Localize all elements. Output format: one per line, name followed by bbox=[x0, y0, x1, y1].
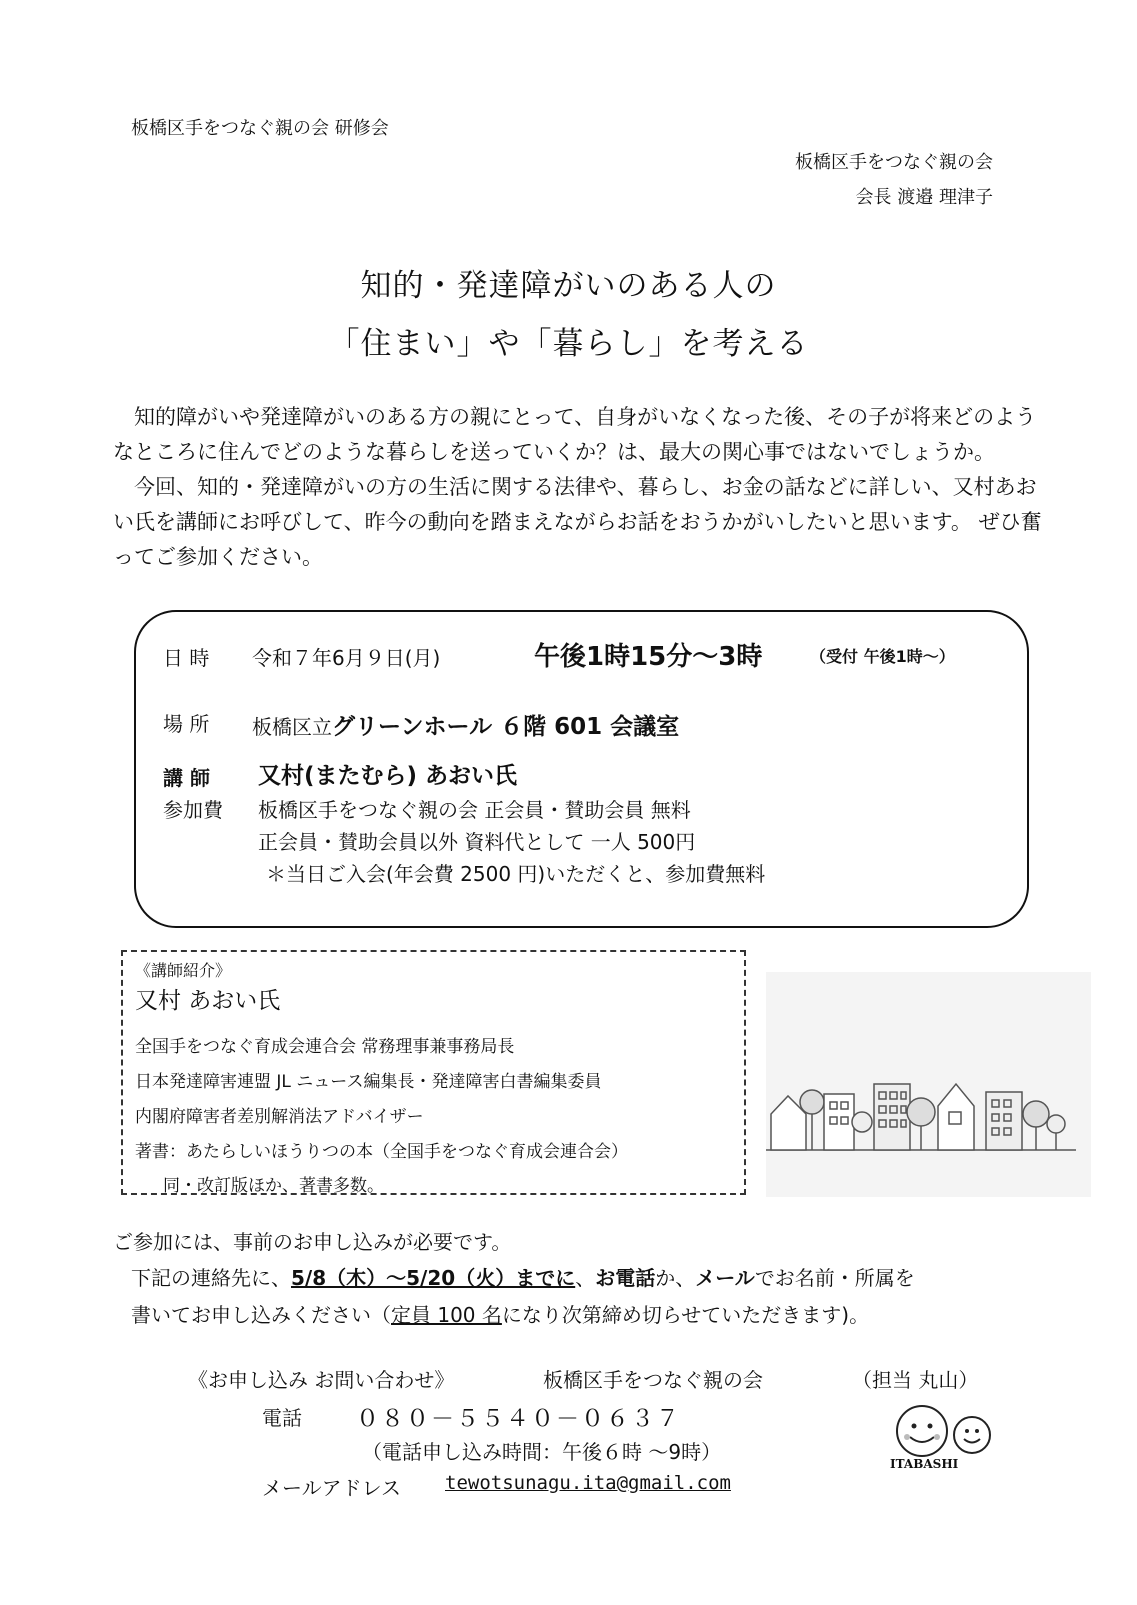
application-line-2 bbox=[131, 1262, 915, 1291]
apply3-suffix: になり次第締め切らせていただきます)。 bbox=[501, 1303, 870, 1327]
logo-text: ITABASHI bbox=[890, 1457, 959, 1471]
speaker-heading: 《講師紹介》 bbox=[135, 961, 232, 980]
organization-name: 板橋区手をつなぐ親の会 bbox=[795, 152, 993, 173]
intro-text bbox=[113, 400, 1043, 575]
email-label: メールアドレス bbox=[262, 1476, 401, 1500]
phone-label: 電話 bbox=[262, 1406, 302, 1430]
houses-illustration bbox=[766, 972, 1091, 1197]
speaker-role: 同・改訂版ほか、著書多数。 bbox=[163, 1176, 384, 1196]
title-line-2: 「住まい」や「暮らし」を考える bbox=[328, 326, 809, 362]
speaker-role: 内閣府障害者差別解消法アドバイザー bbox=[135, 1107, 424, 1127]
fee-label: 参加費 bbox=[163, 798, 223, 822]
lecturer-label: 講 師 bbox=[163, 766, 210, 790]
fee-line-2: 正会員・賛助会員以外 資料代として 一人 500円 bbox=[258, 830, 696, 854]
itabashi-logo bbox=[888, 1405, 994, 1477]
application-line-1: ご参加には、事前のお申し込みが必要です。 bbox=[113, 1230, 512, 1254]
speaker-role: 著書：あたらしいほうりつの本（全国手をつなぐ育成会連合会） bbox=[135, 1142, 628, 1162]
apply-phone: お電話 bbox=[595, 1266, 656, 1290]
application-line-3 bbox=[131, 1299, 869, 1328]
contact-person: （担当 丸山） bbox=[852, 1368, 979, 1392]
smiley-faces-icon bbox=[888, 1405, 994, 1457]
speaker-name: 又村 あおい氏 bbox=[135, 988, 281, 1014]
lecturer-value: 又村(またむら) あおい氏 bbox=[258, 763, 518, 789]
apply-sep-1: 、 bbox=[575, 1266, 596, 1290]
speaker-role: 全国手をつなぐ育成会連合会 常務理事兼事務局長 bbox=[135, 1037, 515, 1057]
phone-number[interactable]: ０８０－５５４０－０６３７ bbox=[356, 1406, 681, 1432]
intro-paragraph-1: 知的障がいや発達障がいのある方の親にとって、自身がいなくなった後、その子が将来どのようなところに住んでどのような暮らしを送っていくか？は、最大の関心事ではないでしょうか。 bbox=[113, 405, 1037, 464]
date-value: 令和７年6月９日(月) bbox=[252, 646, 441, 670]
place-prefix: 板橋区立 bbox=[252, 715, 332, 739]
apply-suffix: でお名前・所属を bbox=[754, 1266, 915, 1290]
capacity: 定員 100 名 bbox=[391, 1303, 502, 1327]
date-label: 日 時 bbox=[163, 646, 210, 670]
title-line-1: 知的・発達障がいのある人の bbox=[360, 268, 777, 304]
speaker-intro-box bbox=[121, 950, 746, 1195]
event-details-box bbox=[134, 610, 1029, 928]
apply-prefix: 下記の連絡先に、 bbox=[131, 1266, 291, 1290]
houses-icon bbox=[766, 972, 1091, 1197]
fee-line-1: 板橋区手をつなぐ親の会 正会員・賛助会員 無料 bbox=[258, 798, 691, 822]
reception-time: （受付 午後1時～） bbox=[810, 647, 955, 666]
contact-org: 板橋区手をつなぐ親の会 bbox=[543, 1368, 763, 1392]
email-link[interactable]: tewotsunagu.ita@gmail.com bbox=[445, 1472, 731, 1494]
place-value bbox=[252, 708, 679, 741]
place-hall: グリーンホール ６階 601 会議室 bbox=[332, 714, 680, 740]
apply-dates: 5/8（木）～5/20（火）までに bbox=[291, 1266, 576, 1290]
place-label: 場 所 bbox=[163, 712, 210, 736]
chair-name: 会長 渡邉 理津子 bbox=[855, 187, 993, 208]
phone-hours: （電話申し込み時間：午後６時 ～9時） bbox=[362, 1440, 722, 1464]
time-value: 午後1時15分～3時 bbox=[534, 642, 763, 672]
apply3-prefix: 書いてお申し込みください（ bbox=[131, 1303, 391, 1327]
fee-note: ＊当日ご入会(年会費 2500 円)いただくと、参加費無料 bbox=[266, 862, 766, 886]
apply-mail: メール bbox=[695, 1266, 755, 1290]
speaker-role: 日本発達障害連盟 JL ニュース編集長・発達障害白書編集委員 bbox=[135, 1072, 602, 1092]
contact-heading: 《お申し込み お問い合わせ》 bbox=[188, 1368, 455, 1392]
apply-sep-2: か、 bbox=[655, 1266, 696, 1290]
event-label: 板橋区手をつなぐ親の会 研修会 bbox=[131, 118, 389, 139]
intro-paragraph-2: 今回、知的・発達障がいの方の生活に関する法律や、暮らし、お金の話などに詳しい、又村あおい氏を講師にお呼びして、昨今の動向を踏まえながらお話をおうかがいしたいと思います。 ぜひ奮ってご参加ください。 bbox=[113, 475, 1042, 569]
